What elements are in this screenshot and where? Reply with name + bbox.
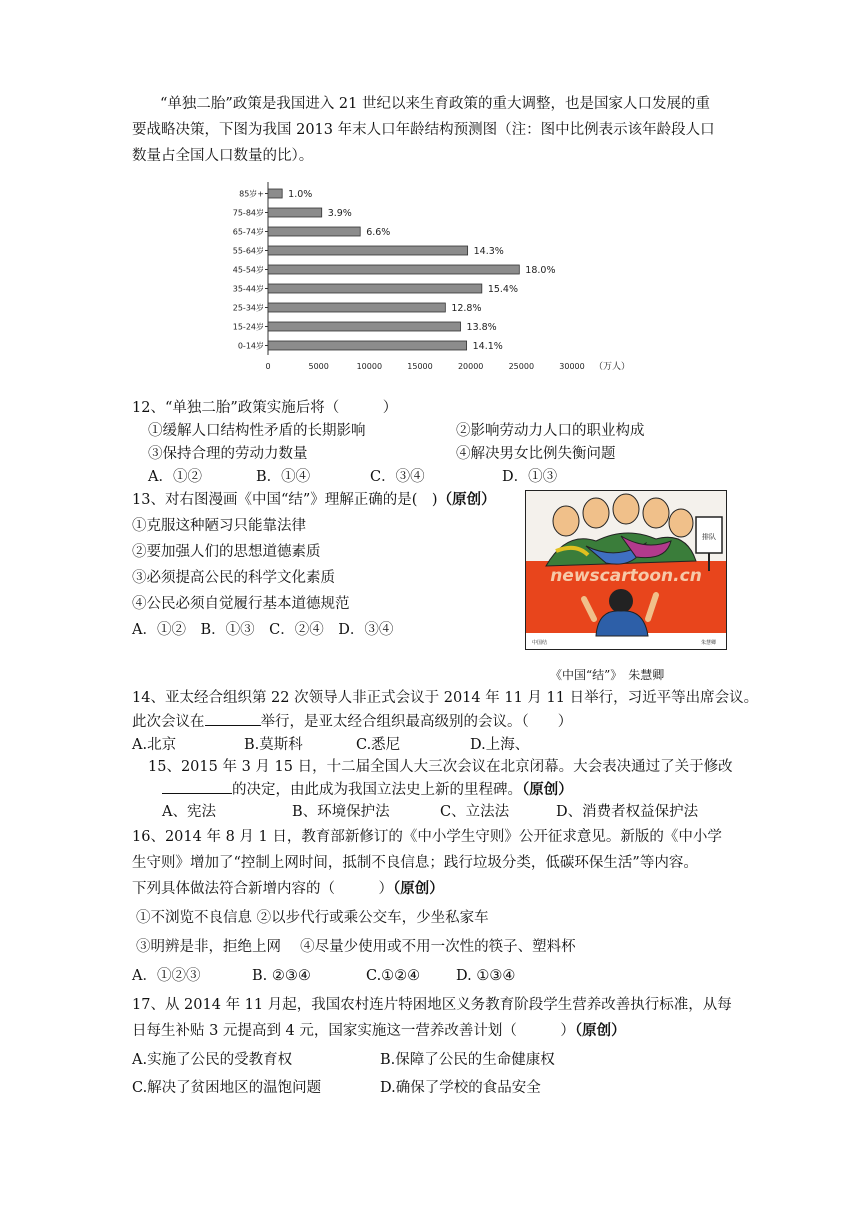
q12-option-4: ④解决男女比例失衡问题	[456, 446, 616, 462]
y-tick-label: 75-84岁	[232, 208, 264, 218]
bar	[268, 284, 482, 293]
y-tick-label: 45-54岁	[232, 265, 264, 275]
data-label: 1.0%	[288, 189, 313, 200]
bar	[268, 322, 461, 331]
q15-answer-a: A、宪法	[162, 804, 216, 820]
q16-line-1: 16、2014 年 8 月 1 日，教育部新修订的《中小学生守则》公开征求意见。新版的《中小学	[132, 829, 722, 845]
q12-option-1: ①缓解人口结构性矛盾的长期影响	[148, 423, 366, 439]
y-tick-label: 85岁+	[239, 189, 264, 199]
q13-option-1: ①克服这种陋习只能靠法律	[132, 518, 306, 534]
q13-answers: A．①② B．①③ C．②④ D．③④	[132, 622, 394, 638]
q12-answer-b: B．①④	[256, 469, 311, 485]
q12-answer-d: D．①③	[502, 469, 558, 485]
cartoon-watermark: newscartoon.cn	[550, 566, 702, 586]
y-tick-label: 15-24岁	[232, 322, 264, 332]
x-tick-label: 10000	[356, 362, 383, 371]
bar	[268, 246, 468, 255]
q14-line-2	[132, 711, 572, 732]
q13-stem-text: 13、对右图漫画《中国“结”》理解正确的是( )	[132, 492, 438, 508]
x-unit-label: （万人）	[594, 362, 631, 372]
q16-answer-b: B. ②③④	[252, 968, 311, 984]
population-age-chart	[222, 178, 642, 378]
q12-answer-c: C．③④	[370, 469, 425, 485]
data-label: 6.6%	[366, 227, 391, 238]
intro-line-2: 要战略决策，下图为我国 2013 年末人口年龄结构预测图（注：图中比例表示该年龄段人口	[132, 122, 715, 138]
q12-answer-a: A．①②	[148, 469, 202, 485]
q17-line-1: 17、从 2014 年 11 月起，我国农村连片特困地区义务教育阶段学生营养改善执行标准，从每	[132, 997, 732, 1013]
q17-answer-c: C.解决了贫困地区的温饱问题	[132, 1080, 322, 1096]
q15-answer-d: D、消费者权益保护法	[556, 804, 699, 820]
x-tick-label: 25000	[508, 362, 535, 371]
q17-answer-a: A.实施了公民的受教育权	[132, 1052, 293, 1068]
q16-line-3-text: 下列具体做法符合新增内容的（ ）	[132, 881, 393, 897]
cartoon-caption: 《中国“结”》 朱慧卿	[550, 668, 665, 682]
q15-answer-b: B、环境保护法	[292, 804, 390, 820]
y-tick-label: 65-74岁	[232, 227, 264, 237]
intro-line-1: “单独二胎”政策是我国进入 21 世纪以来生育政策的重大调整，也是国家人口发展的重	[160, 96, 710, 112]
data-label: 13.8%	[466, 322, 497, 333]
q12-option-3: ③保持合理的劳动力数量	[148, 446, 308, 462]
q17-original-tag: （原创）	[574, 1022, 626, 1039]
q14-blank	[205, 711, 261, 726]
bar	[268, 189, 282, 198]
q15-blank	[162, 779, 232, 794]
x-tick-label: 30000	[559, 362, 585, 371]
intro-line-3: 数量占全国人口数量的比）。	[132, 148, 314, 164]
data-label: 12.8%	[451, 303, 482, 314]
q17-line-2	[132, 1021, 626, 1041]
q16-options-1-2: ①不浏览不良信息 ②以步代行或乘公交车，少坐私家车	[136, 910, 489, 926]
x-tick-label: 5000	[308, 362, 329, 371]
q12-option-2: ②影响劳动力人口的职业构成	[456, 423, 645, 439]
q15-answer-c: C、立法法	[440, 804, 510, 820]
q17-answer-b: B.保障了公民的生命健康权	[380, 1052, 555, 1068]
q16-line-2: 生守则》增加了“控制上网时间，抵制不良信息；践行垃圾分类，低碳环保生活”等内容。	[132, 855, 698, 871]
q16-answer-d: D. ①③④	[456, 968, 516, 984]
q17-answer-d: D.确保了学校的食品安全	[380, 1080, 541, 1096]
data-label: 3.9%	[327, 208, 352, 219]
q14-answer-b: B.莫斯科	[244, 737, 303, 753]
cartoon-right-label: 朱慧卿	[700, 640, 716, 646]
y-tick-label: 0-14岁	[237, 341, 264, 351]
data-label: 14.1%	[472, 341, 503, 352]
y-tick-label: 35-44岁	[232, 284, 264, 294]
bar	[268, 208, 322, 217]
x-tick-label: 15000	[407, 362, 433, 371]
bar	[268, 303, 445, 312]
data-label: 18.0%	[525, 265, 556, 276]
q15-line-2-text: 的决定，由此成为我国立法史上新的里程碑。	[232, 782, 522, 798]
x-tick-label: 0	[265, 362, 271, 371]
cartoon-drawing	[526, 491, 726, 649]
q13-option-4: ④公民必须自觉履行基本道德规范	[132, 596, 350, 612]
cartoon-sign-text: 排队	[702, 533, 716, 541]
q16-answer-a: A．①②③	[132, 968, 201, 984]
q13-original-tag: （原创）	[437, 491, 496, 508]
cartoon-left-label: 中国结	[532, 640, 548, 646]
q14-line-2-end: 举行，是亚太经合组织最高级别的会议。（ ）	[260, 714, 573, 730]
x-tick-label: 20000	[457, 362, 484, 371]
q14-line-1: 14、亚太经合组织第 22 次领导人非正式会议于 2014 年 11 月 11 日举行，习近平等出席会议。	[132, 690, 759, 706]
q12-stem: 12、“单独二胎”政策实施后将（ ）	[132, 400, 398, 416]
y-tick-label: 55-64岁	[232, 246, 264, 256]
q14-answer-a: A.北京	[132, 737, 177, 753]
q15-line-1: 15、2015 年 3 月 15 日，十二届全国人大三次会议在北京闭幕。大会表决通过了关于修改	[148, 759, 733, 775]
q17-line-2-text: 日每生补贴 3 元提高到 4 元，国家实施这一营养改善计划（ ）	[132, 1023, 575, 1039]
y-tick-label: 25-34岁	[232, 303, 264, 313]
data-label: 14.3%	[473, 246, 504, 257]
q14-answer-c: C.悉尼	[356, 737, 401, 753]
q16-options-3-4: ③明辨是非，拒绝上网 ④尽量少使用或不用一次性的筷子、塑料杯	[136, 939, 576, 955]
q13-option-2: ②要加强人们的思想道德素质	[132, 544, 321, 560]
cartoon-image	[525, 490, 727, 650]
q14-answer-d: D.上海、	[470, 737, 530, 753]
q15-line-2	[162, 779, 573, 800]
bar	[268, 341, 467, 350]
q13-stem	[132, 490, 496, 510]
q16-line-3	[132, 879, 444, 899]
data-label: 15.4%	[487, 284, 519, 295]
q16-answer-c: C.①②④	[366, 968, 421, 984]
bar	[268, 227, 360, 236]
q13-option-3: ③必须提高公民的科学文化素质	[132, 570, 335, 586]
q15-original-tag: （原创）	[522, 781, 573, 798]
q16-original-tag: （原创）	[393, 880, 444, 897]
bar	[268, 265, 519, 274]
q14-line-2-start: 此次会议在	[132, 714, 205, 730]
